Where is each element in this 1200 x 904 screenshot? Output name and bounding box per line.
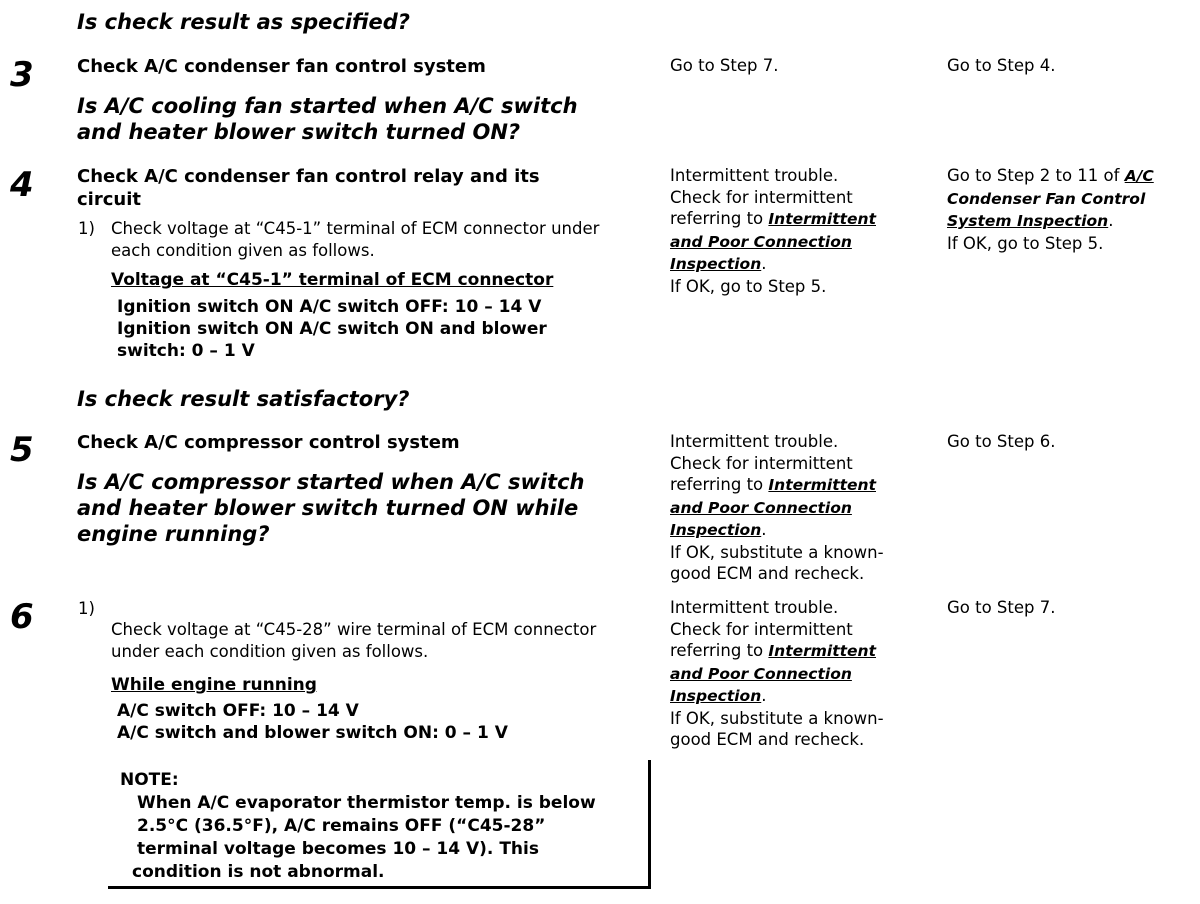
yes-line: good ECM and recheck.	[670, 730, 865, 749]
condenser-fan-link[interactable]: System Inspection	[947, 212, 1109, 230]
step-number: 6	[10, 597, 34, 637]
period: .	[761, 686, 767, 705]
question-line: engine running?	[77, 522, 270, 546]
note-line: terminal voltage becomes 10 – 14 V). This	[137, 839, 539, 859]
condenser-fan-link[interactable]: Condenser Fan Control	[947, 189, 1146, 208]
step-question: Is check result satisfactory?	[77, 387, 410, 411]
item-number: 1)	[78, 599, 95, 618]
step-title: Check A/C condenser fan control system	[77, 56, 486, 77]
intermittent-link[interactable]: Intermittent	[768, 642, 876, 660]
subheading: Voltage at “C45-1” terminal of ECM connector	[111, 270, 554, 290]
yes-line: referring to	[670, 475, 769, 494]
condenser-fan-link[interactable]: A/C	[1124, 167, 1154, 185]
title-line: circuit	[77, 189, 141, 210]
no-action	[947, 165, 1154, 254]
step-title: Check A/C compressor control system	[77, 432, 460, 453]
no-action: Go to Step 7.	[947, 598, 1056, 617]
note-title: NOTE:	[120, 770, 179, 790]
no-line: If OK, go to Step 5.	[947, 233, 1104, 253]
item-text	[111, 619, 596, 662]
intermittent-link[interactable]: Intermittent	[768, 210, 876, 228]
value-line: Ignition switch ON A/C switch ON and blower	[117, 319, 547, 339]
yes-line: referring to	[670, 641, 769, 660]
yes-line: Check for intermittent	[670, 453, 853, 473]
step-number: 4	[10, 165, 34, 205]
value-line: Ignition switch ON A/C switch OFF: 10 – 14 V	[117, 297, 542, 317]
yes-action: Go to Step 7.	[670, 56, 779, 75]
step-number: 3	[10, 55, 34, 95]
subheading: While engine running	[111, 675, 317, 695]
top-question: Is check result as specified?	[77, 10, 410, 34]
no-line: Go to Step 2 to 11 of	[947, 166, 1125, 185]
step-title	[77, 165, 540, 211]
item-line: each condition given as follows.	[111, 240, 375, 260]
yes-line: Intermittent trouble.	[670, 166, 839, 185]
intermittent-link[interactable]: Intermittent	[768, 476, 876, 494]
yes-action	[670, 165, 876, 297]
yes-line: good ECM and recheck.	[670, 564, 865, 583]
question-line: and heater blower switch turned ON?	[77, 120, 521, 144]
intermittent-link[interactable]: Inspection	[670, 521, 762, 539]
note-text	[132, 792, 596, 884]
period: .	[761, 520, 767, 539]
question-line: Is A/C compressor started when A/C switch	[77, 470, 585, 494]
value-list	[117, 296, 547, 362]
step-question	[77, 93, 578, 145]
value-line: A/C switch OFF: 10 – 14 V	[117, 701, 359, 721]
item-line: Check voltage at “C45-1” terminal of ECM connector under	[111, 219, 600, 238]
value-line: A/C switch and blower switch ON: 0 – 1 V	[117, 723, 508, 743]
note-line: When A/C evaporator thermistor temp. is below	[137, 793, 596, 813]
note-line: condition is not abnormal.	[132, 862, 385, 882]
yes-line: If OK, substitute a known-	[670, 542, 884, 562]
intermittent-link[interactable]: and Poor Connection	[670, 664, 852, 683]
question-line: and heater blower switch turned ON while	[77, 496, 579, 520]
yes-line: Check for intermittent	[670, 187, 853, 207]
no-action: Go to Step 6.	[947, 432, 1056, 451]
yes-line: If OK, go to Step 5.	[670, 276, 827, 296]
intermittent-link[interactable]: Inspection	[670, 255, 762, 273]
question-line: Is A/C cooling fan started when A/C switch	[77, 94, 578, 118]
intermittent-link[interactable]: and Poor Connection	[670, 232, 852, 251]
yes-line: Intermittent trouble.	[670, 598, 839, 617]
step-number: 5	[10, 430, 34, 470]
intermittent-link[interactable]: and Poor Connection	[670, 498, 852, 517]
note-line: 2.5°C (36.5°F), A/C remains OFF (“C45-28”	[137, 816, 546, 836]
yes-line: referring to	[670, 209, 769, 228]
value-list	[117, 700, 508, 744]
yes-action	[670, 431, 884, 585]
no-action: Go to Step 4.	[947, 56, 1056, 75]
period: .	[761, 254, 767, 273]
yes-line: If OK, substitute a known-	[670, 708, 884, 728]
title-line: Check A/C condenser fan control relay and its	[77, 166, 540, 187]
yes-action	[670, 597, 884, 751]
yes-line: Intermittent trouble.	[670, 432, 839, 451]
period: .	[1108, 211, 1114, 230]
item-number: 1)	[78, 219, 95, 238]
value-line: switch: 0 – 1 V	[117, 341, 255, 361]
step-question	[77, 469, 584, 547]
yes-line: Check for intermittent	[670, 619, 853, 639]
item-line: Check voltage at “C45-28” wire terminal of ECM connector	[111, 620, 597, 639]
item-line: under each condition given as follows.	[111, 641, 429, 661]
intermittent-link[interactable]: Inspection	[670, 687, 762, 705]
item-text	[111, 218, 599, 261]
